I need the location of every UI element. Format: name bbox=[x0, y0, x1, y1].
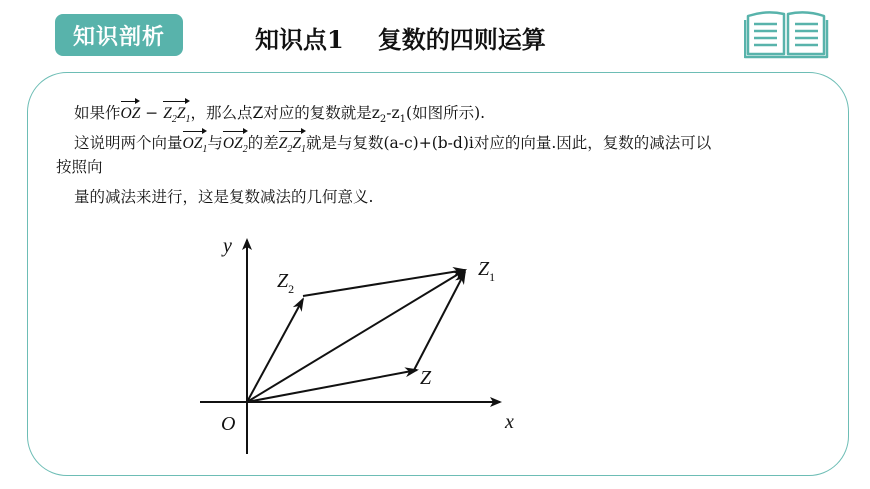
label-y: y bbox=[223, 235, 232, 257]
label-origin: O bbox=[221, 413, 236, 435]
vector-diagram bbox=[195, 232, 535, 462]
vector-z2z1: $Z_2Z_1$ bbox=[163, 100, 190, 131]
vector-oz: OZ bbox=[121, 100, 141, 125]
vector-oz1: $OZ_1$ bbox=[183, 130, 208, 161]
segment-z2-z1 bbox=[303, 270, 465, 296]
text-line-3: 按照向 bbox=[56, 158, 103, 176]
page-title bbox=[255, 20, 546, 55]
label-z: Z bbox=[420, 367, 432, 389]
section-tag: 知识剖析 bbox=[55, 14, 183, 56]
text-line-4: 量的减法来进行，这是复数减法的几何意义. bbox=[74, 188, 374, 206]
vector-z2z1-b: $Z_2Z_1$ bbox=[279, 130, 306, 161]
vector-to-z2 bbox=[247, 299, 303, 402]
text-line-1: 如果作OZ − $Z_2Z_1$，那么点Z对应的复数就是$z_2-z_1$(如图所示). bbox=[74, 100, 485, 131]
label-z1: $Z_1$ bbox=[478, 258, 496, 284]
segment-z-z1 bbox=[413, 272, 465, 372]
label-x: x bbox=[505, 411, 514, 433]
text-line-2: 这说明两个向量$OZ_1$与$OZ_2$的差$Z_2Z_1$就是与复数(a-c)+(b-d)i对应的向量.因此，复数的减法可以 bbox=[74, 130, 711, 161]
title-main: 复数的四则运算 bbox=[377, 25, 546, 54]
title-prefix: 知识点1 bbox=[255, 25, 344, 54]
book-icon bbox=[744, 8, 830, 60]
vector-oz2: $OZ_2$ bbox=[223, 130, 248, 161]
label-z2: $Z_2$ bbox=[277, 270, 295, 296]
